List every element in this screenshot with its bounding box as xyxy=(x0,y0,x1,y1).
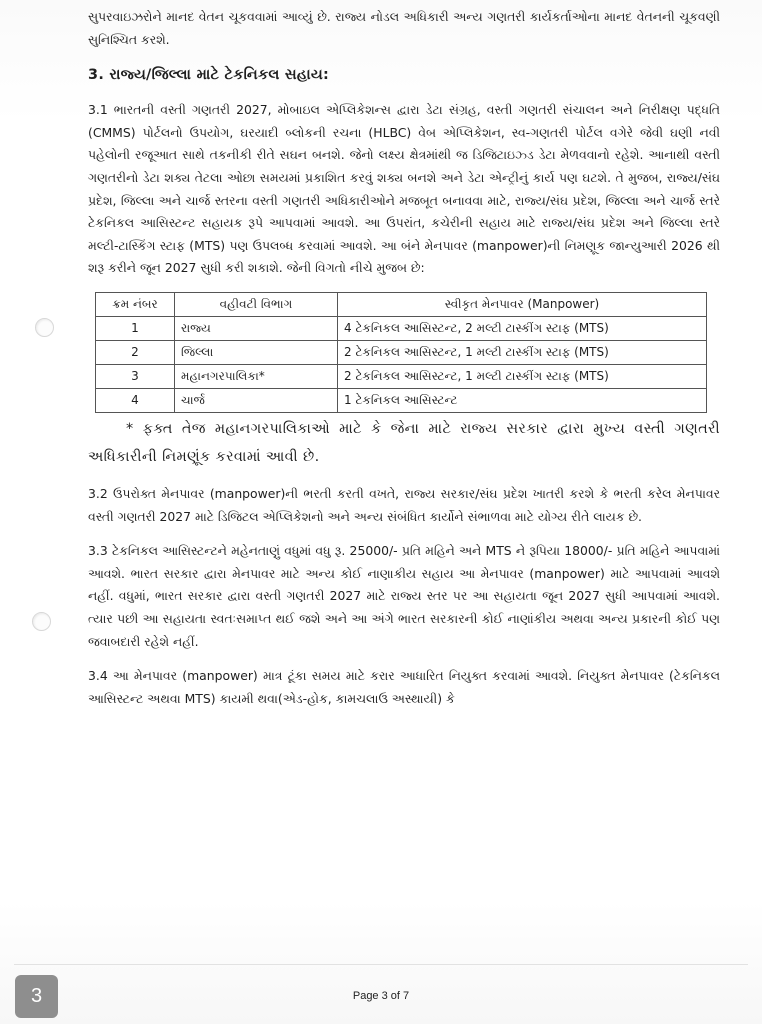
page-number-label: Page 3 of 7 xyxy=(352,990,410,1002)
page-footer xyxy=(0,990,762,1002)
header-serial-no: ક્રમ નંબર xyxy=(96,292,175,316)
page-divider xyxy=(14,964,748,965)
document-body xyxy=(88,6,720,710)
cell-serial-no: 1 xyxy=(96,316,175,340)
punch-hole xyxy=(32,612,51,631)
cell-admin-unit: ચાર્જ xyxy=(175,388,338,412)
cell-serial-no: 4 xyxy=(96,388,175,412)
cell-serial-no: 2 xyxy=(96,340,175,364)
intro-paragraph: સુપરવાઇઝરોને માનદ વેતન ચૂકવવામાં આવ્યું છે. રાજ્ય નોડલ અધિકારી અન્ય ગણતરી કાર્યકર્તાઓના માનદ વેતનની ચૂકવણી સુનિશ્ચિત કરશે. xyxy=(88,9,720,47)
table-footnote: * ફક્ત તેજ મહાનગરપાલિકાઓ માટે કે જેના માટે રાજ્ય સરકાર દ્વારા મુખ્ય વસ્તી ગણતરી અધિકારીની નિમણૂંક કરવામાં આવી છે. xyxy=(88,420,720,465)
cell-manpower: 2 ટેકનિકલ આસિસ્ટન્ટ, 1 મલ્ટી ટાસ્કીંગ સ્ટાફ (MTS) xyxy=(338,340,707,364)
table-row xyxy=(96,316,707,340)
table-row xyxy=(96,340,707,364)
cell-admin-unit: રાજ્ય xyxy=(175,316,338,340)
table-row xyxy=(96,388,707,412)
punch-hole xyxy=(35,318,54,337)
cell-manpower: 2 ટેકનિકલ આસિસ્ટન્ટ, 1 મલ્ટી ટાસ્કીંગ સ્ટાફ (MTS) xyxy=(338,364,707,388)
paragraph-3-2: 3.2 ઉપરોક્ત મેનપાવર (manpower)ની ભરતી કરતી વખતે, રાજ્ય સરકાર/સંઘ પ્રદેશ ખાતરી કરશે કે ભરતી કરેલ મેનપાવર વસ્તી ગણતરી 2027 માટે ડિજિટલ એપ્લિકેશનો અને અન્ય સંબંધિત કાર્યોને સંભાળવા માટે યોગ્ય રીતે લાયક છે. xyxy=(88,485,720,524)
cell-manpower: 4 ટેકનિકલ આસિસ્ટન્ટ, 2 મલ્ટી ટાસ્કીંગ સ્ટાફ (MTS) xyxy=(338,316,707,340)
table-header-row xyxy=(96,292,707,316)
cell-admin-unit: જિલ્લા xyxy=(175,340,338,364)
header-admin-unit: વહીવટી વિભાગ xyxy=(175,292,338,316)
paragraph-3-4: 3.4 આ મેનપાવર (manpower) માત્ર ટૂંકા સમય માટે કરાર આધારિત નિયુક્ત કરવામાં આવશે. નિયુક્ત મેનપાવર (ટેકનિકલ આસિસ્ટન્ટ અથવા MTS) કાયમી થવા(એડ-હોક, કામચલાઉ અસ્થાયી) કે xyxy=(88,668,720,706)
page-number-badge[interactable]: 3 xyxy=(15,975,58,1018)
cell-manpower: 1 ટેકનિકલ આસિસ્ટન્ટ xyxy=(338,388,707,412)
section-heading: 3. રાજ્ય/જિલ્લા માટે ટેકનિકલ સહાય: xyxy=(88,67,330,84)
table-row xyxy=(96,364,707,388)
cell-admin-unit: મહાનગરપાલિકા* xyxy=(175,364,338,388)
header-sanctioned-manpower: સ્વીકૃત મેનપાવર (Manpower) xyxy=(338,292,707,316)
paragraph-3-3: 3.3 ટેકનિકલ આસિસ્ટન્ટને મહેનતાણું વધુમાં વધુ રૂ. 25000/- પ્રતિ મહિને અને MTS ને રૂપિયા 18000/- પ્રતિ મહિને આપવામાં આવશે. ભારત સરકાર દ્વારા મેનપાવર માટે અન્ય કોઈ નાણાકીય સહાય આ મેનપાવર (manpower) માટે આપવામાં આવશે નહીં. વધુમાં, ભારત સરકાર દ્વારા વસ્તી ગણતરી 2027 માટે રાજ્ય સ્તર પર આ સહાયતા જૂન 2027 સુધી આપવામાં આવશે. ત્યાર પછી આ સહાયતા સ્વતઃસમાપ્ત થઈ જશે અને આ અંગે ભારત સરકારની કોઈ નાણાંકીય અથવા અન્ય પ્રકારની કોઈ પણ જવાબદારી રહેશે નહીં. xyxy=(88,543,720,649)
paragraph-3-1: 3.1 ભારતની વસ્તી ગણતરી 2027, મોબાઇલ એપ્લિકેશન્સ દ્વારા ડેટા સંગ્રહ, વસ્તી ગણતરી સંચાલન અને નિરીક્ષણ પદ્ધતિ (CMMS) પોર્ટલનો ઉપયોગ, ઘરયાદી બ્લોકની રચના (HLBC) વેબ એપ્લિકેશન, સ્વ-ગણતરી પોર્ટલ વગેરે જેવી ઘણી નવી પહેલોની રજૂઆત સાથે તકનીકી રીતે સઘન બનશે. જેનો લક્ષ્ય ક્ષેત્રમાંથી જ ડિજિટાઇઝ્ડ ડેટા મેળવવાનો રહેશે. આનાથી વસ્તી ગણતરીનો ડેટા શક્ય તેટલા ઓછા સમયમાં પ્રકાશિત કરવું શક્ય બનશે અને ડેટા એન્ટ્રીનું કાર્ય પણ ઘટશે. તે મુજબ, રાજ્ય/સંઘ પ્રદેશ, જિલ્લા અને ચાર્જ સ્તરના વસ્તી ગણતરી અધિકારીઓને મજબૂત બનાવવા માટે, રાજ્ય/સંઘ પ્રદેશ, જિલ્લા અને ચાર્જ સ્તરે ટેકનિકલ આસિસ્ટન્ટ સહાયક રૂપે આપવામાં આવશે. આ ઉપરાંત, કચેરીની સહાય માટે રાજ્ય/સંઘ પ્રદેશ અને જિલ્લા સ્તરે મલ્ટી-ટાસ્કિંગ સ્ટાફ (MTS) પણ ઉપલબ્ધ કરવામાં આવશે. આ બંને મેનપાવર (manpower)ની નિમણૂક જાન્યુઆરી 2026 થી શરૂ કરીને જૂન 2027 સુધી કરી શકાશે. જેની વિગતો નીચે મુજબ છે: xyxy=(88,102,720,276)
manpower-table xyxy=(95,292,707,413)
cell-serial-no: 3 xyxy=(96,364,175,388)
